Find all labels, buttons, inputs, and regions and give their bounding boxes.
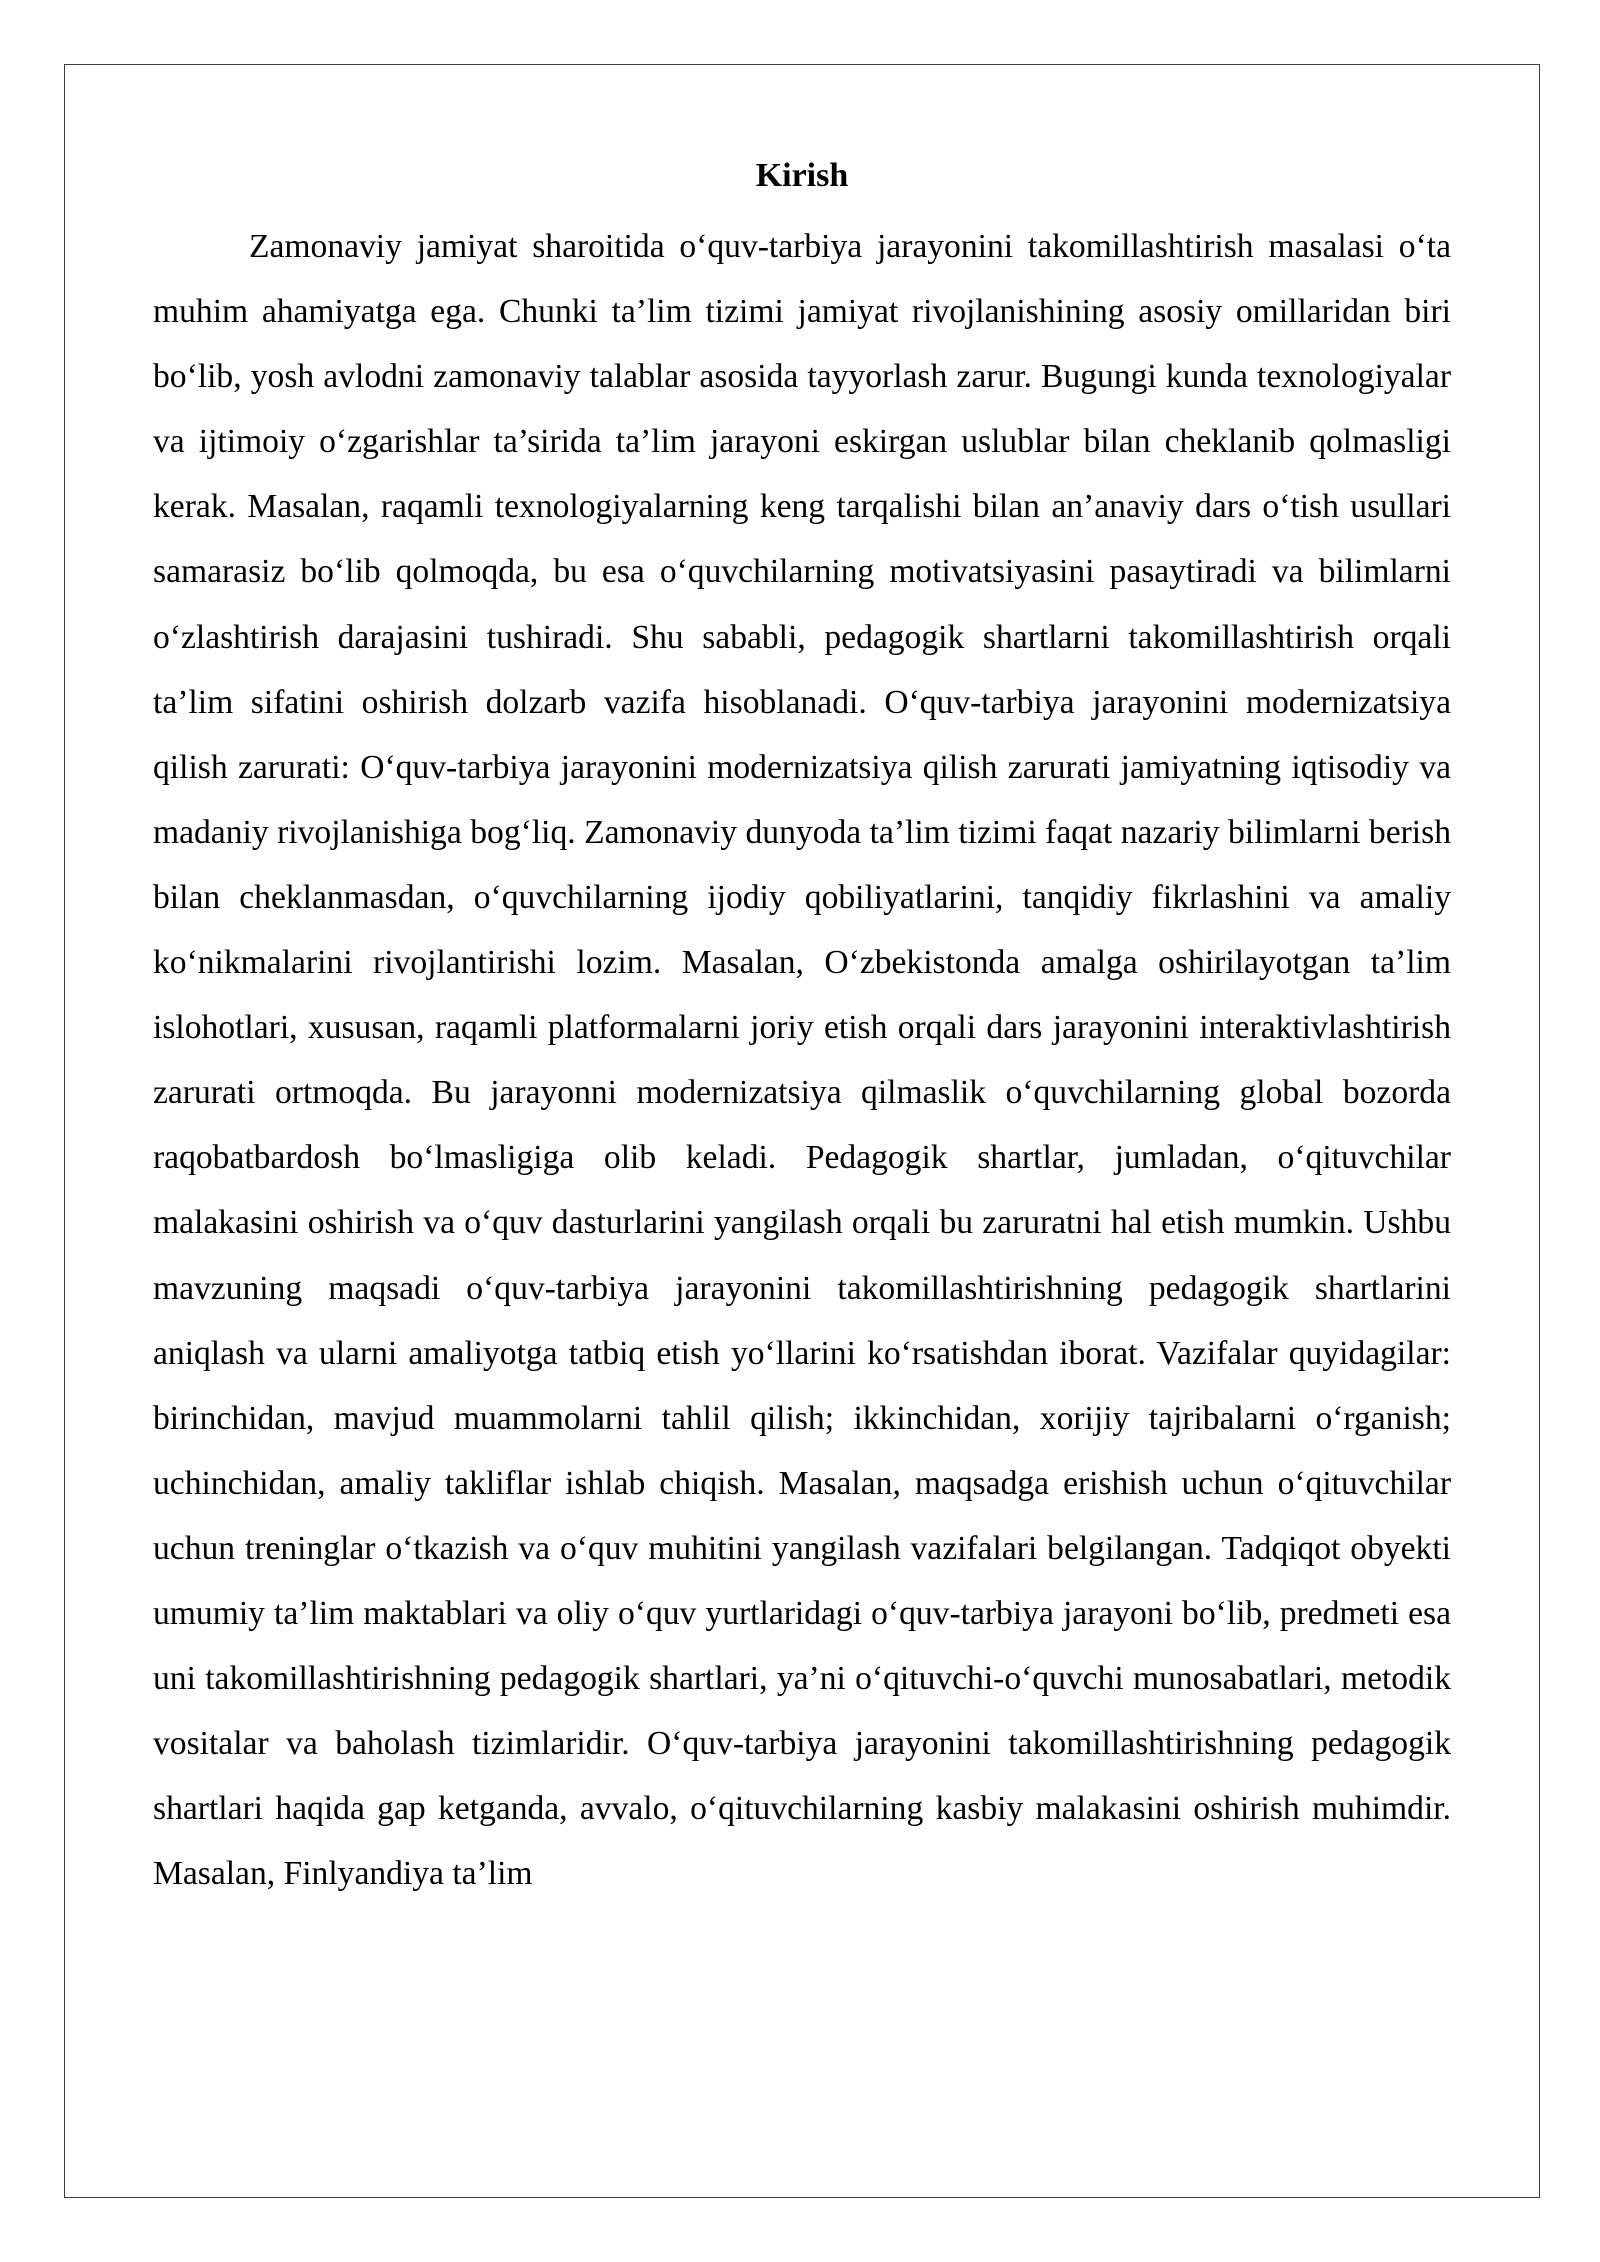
document-title: Kirish [755,157,849,194]
document-body [153,150,1451,1906]
body-paragraph: Zamonaviy jamiyat sharoitida o‘quv-tarbiya jarayonini takomillashtirish masalasi o‘ta muhim ahamiyatga ega. Chunki ta’lim tizimi jamiyat rivojlanishining asosiy omillaridan biri bo‘lib, yosh avlodni zamonaviy talablar asosida tayyorlash zarur. Bugungi kunda texnologiyalar va ijtimoiy o‘zgarishlar ta’sirida ta’lim jarayoni eskirgan uslublar bilan cheklanib qolmasligi kerak. Masalan, raqamli texnologiyalarning keng tarqalishi bilan an’anaviy dars o‘tish usullari samarasiz bo‘lib qolmoqda, bu esa o‘quvchilarning motivatsiyasini pasaytiradi va bilimlarni o‘zlashtirish darajasini tushiradi. Shu sababli, pedagogik shartlarni takomillashtirish orqali ta’lim sifatini oshirish dolzarb vazifa hisoblanadi. O‘quv-tarbiya jarayonini modernizatsiya qilish zarurati: O‘quv-tarbiya jarayonini modernizatsiya qilish zarurati jamiyatning iqtisodiy va madaniy rivojlanishiga bog‘liq. Zamonaviy dunyoda ta’lim tizimi faqat nazariy bilimlarni berish bilan cheklanmasdan, o‘quvchilarning ijodiy qobiliyatlarini, tanqidiy fikrlashini va amaliy ko‘nikmalarini rivojlantirishi lozim. Masalan, O‘zbekistonda amalga oshirilayotgan ta’lim islohotlari, xususan, raqamli platformalarni joriy etish orqali dars jarayonini interaktivlashtirish zarurati ortmoqda. Bu jarayonni modernizatsiya qilmaslik o‘quvchilarning global bozorda raqobatbardosh bo‘lmasligiga olib keladi. Pedagogik shartlar, jumladan, o‘qituvchilar malakasini oshirish va o‘quv dasturlarini yangilash orqali bu zaruratni hal etish mumkin. Ushbu mavzuning maqsadi o‘quv-tarbiya jarayonini takomillashtirishning pedagogik shartlarini aniqlash va ularni amaliyotga tatbiq etish yo‘llarini ko‘rsatishdan iborat. Vazifalar quyidagilar: birinchidan, mavjud muammolarni tahlil qilish; ikkinchidan, xorijiy tajribalarni o‘rganish; uchinchidan, amaliy takliflar ishlab chiqish. Masalan, maqsadga erishish uchun o‘qituvchilar uchun treninglar o‘tkazish va o‘quv muhitini yangilash vazifalari belgilangan. Tadqiqot obyekti umumiy ta’lim maktablari va oliy o‘quv yurtlaridagi o‘quv-tarbiya jarayoni bo‘lib, predmeti esa uni takomillashtirishning pedagogik shartlari, ya’ni o‘qituvchi-o‘quvchi munosabatlari, metodik vositalar va baholash tizimlaridir. O‘quv-tarbiya jarayonini takomillashtirishning pedagogik shartlari haqida gap ketganda, avvalo, o‘qituvchilarning kasbiy malakasini oshirish muhimdir. Masalan, Finlyandiya ta’lim [153,228,1451,1893]
